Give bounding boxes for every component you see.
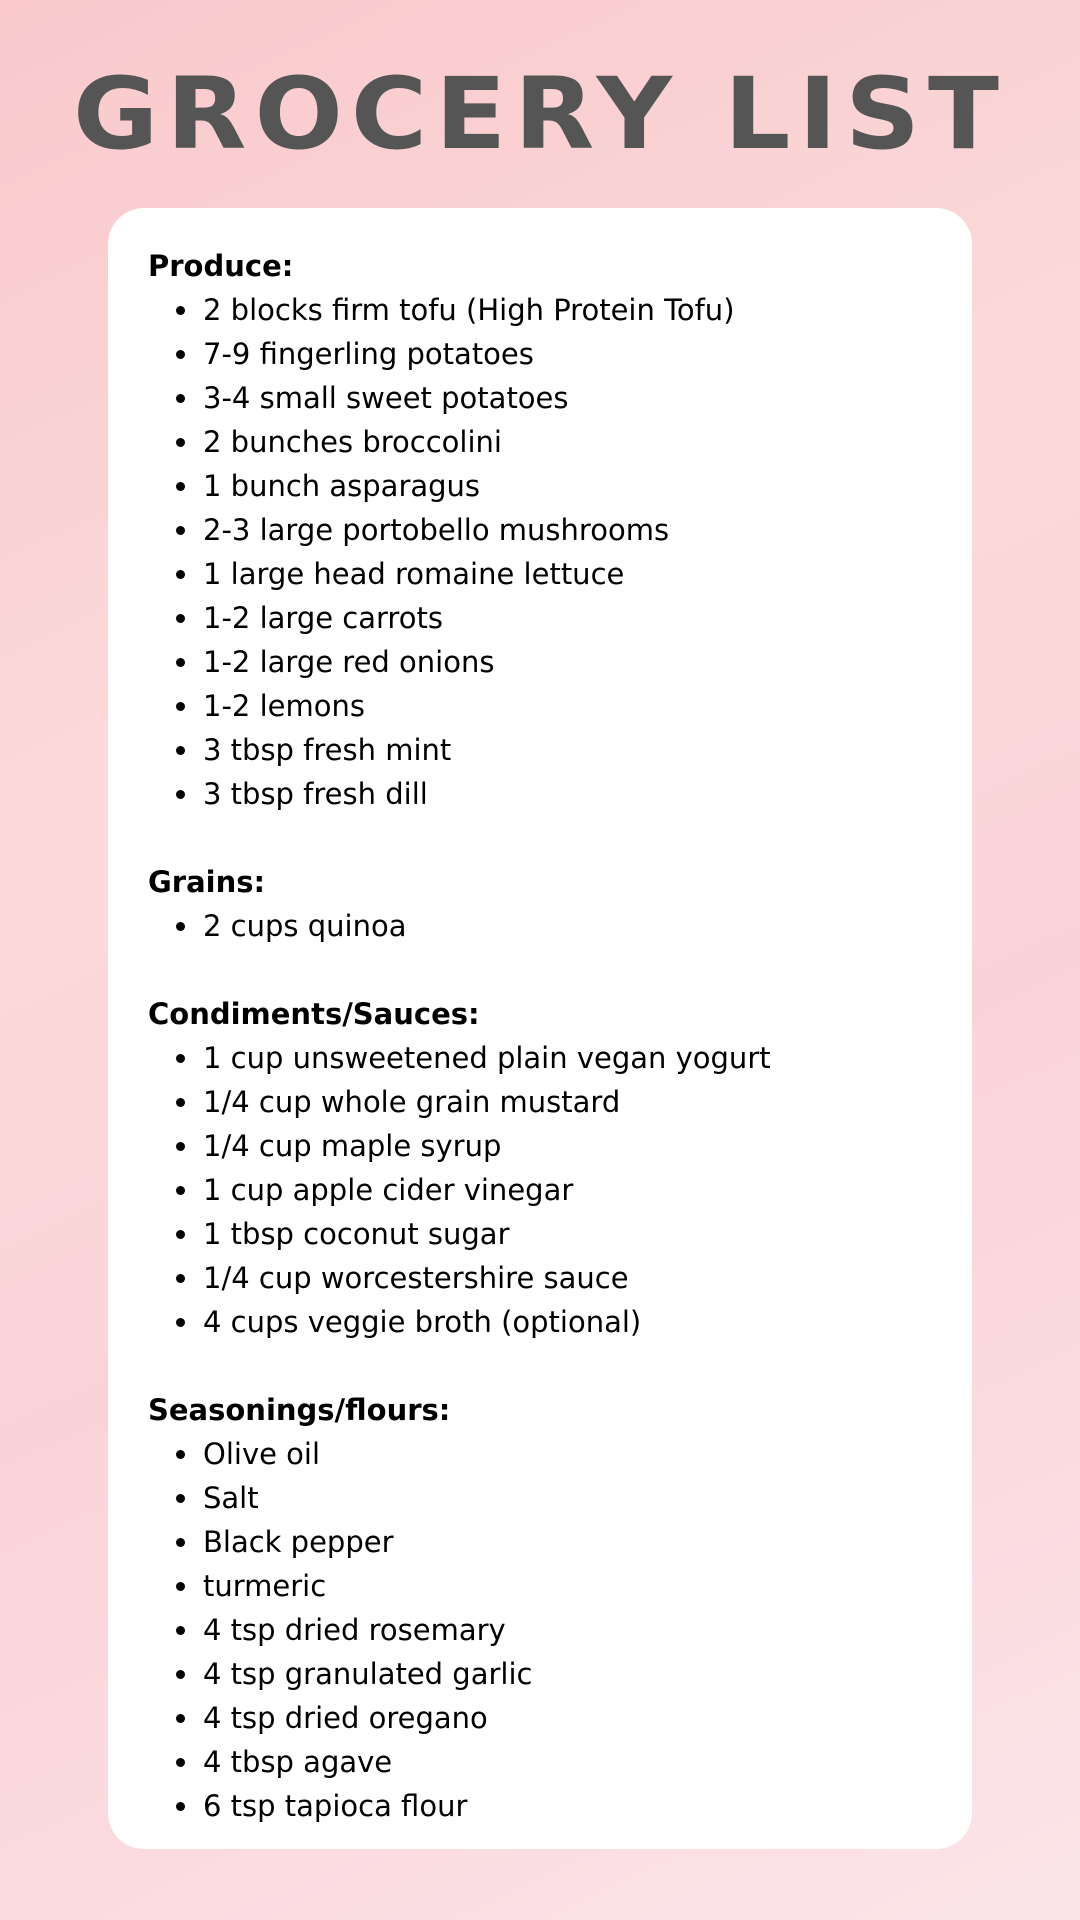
bullet-icon [176, 438, 185, 447]
list-item [148, 1124, 932, 1168]
list-item [148, 1696, 932, 1740]
bullet-icon [176, 1186, 185, 1195]
list-item [148, 772, 932, 816]
bullet-icon [176, 1142, 185, 1151]
list-item [148, 1080, 932, 1124]
bullet-icon [176, 614, 185, 623]
list-item [148, 684, 932, 728]
list-item-text: 7-9 fingerling potatoes [203, 337, 534, 371]
bullet-icon [176, 570, 185, 579]
list-item [148, 1168, 932, 1212]
list-item-text: 2 bunches broccolini [203, 425, 502, 459]
list-item-text: Salt [203, 1481, 259, 1515]
list-item-text: 4 tbsp agave [203, 1745, 393, 1779]
list-item-text: 4 tsp dried oregano [203, 1701, 488, 1735]
list-item-text: 2 blocks firm tofu (High Protein Tofu) [203, 293, 735, 327]
bullet-icon [176, 1494, 185, 1503]
bullet-icon [176, 1098, 185, 1107]
list-item [148, 1652, 932, 1696]
list-item-text: 4 tsp granulated garlic [203, 1657, 533, 1691]
list-item [148, 904, 932, 948]
bullet-icon [176, 702, 185, 711]
list-item-text: 1 bunch asparagus [203, 469, 481, 503]
bullet-icon [176, 394, 185, 403]
list-item [148, 1608, 932, 1652]
list-item [148, 1564, 932, 1608]
bullet-icon [176, 1450, 185, 1459]
bullet-icon [176, 1230, 185, 1239]
list-item-text: 6 tsp tapioca flour [203, 1789, 468, 1823]
sections-container [148, 244, 932, 1828]
list-item-text: 1 large head romaine lettuce [203, 557, 625, 591]
list-item [148, 596, 932, 640]
list-item [148, 1036, 932, 1080]
list-item [148, 420, 932, 464]
list-item-text: 1 tbsp coconut sugar [203, 1217, 510, 1251]
list-item-text: 1/4 cup maple syrup [203, 1129, 502, 1163]
bullet-icon [176, 482, 185, 491]
list-item-text: 1 cup apple cider vinegar [203, 1173, 574, 1207]
bullet-icon [176, 1626, 185, 1635]
item-list [148, 1432, 932, 1828]
list-item [148, 1740, 932, 1784]
list-item-text: turmeric [203, 1569, 327, 1603]
list-item-text: 4 tsp dried rosemary [203, 1613, 506, 1647]
bullet-icon [176, 1538, 185, 1547]
list-item [148, 332, 932, 376]
section-seasonings-flours [148, 1388, 932, 1828]
list-item [148, 1432, 932, 1476]
section-produce [148, 244, 932, 816]
bullet-icon [176, 526, 185, 535]
item-list [148, 1036, 932, 1344]
section-condiments-sauces [148, 992, 932, 1344]
bullet-icon [176, 1714, 185, 1723]
section-heading: Condiments/Sauces: [148, 997, 480, 1031]
list-item [148, 552, 932, 596]
list-item [148, 1476, 932, 1520]
bullet-icon [176, 1582, 185, 1591]
list-item-text: Black pepper [203, 1525, 394, 1559]
list-item [148, 1256, 932, 1300]
bullet-icon [176, 746, 185, 755]
item-list [148, 904, 932, 948]
bullet-icon [176, 1670, 185, 1679]
section-heading: Seasonings/flours: [148, 1393, 451, 1427]
section-grains [148, 860, 932, 948]
list-item [148, 1520, 932, 1564]
bullet-icon [176, 306, 185, 315]
page-title: GROCERY LIST [73, 56, 1007, 172]
bullet-icon [176, 1758, 185, 1767]
bullet-icon [176, 1802, 185, 1811]
bullet-icon [176, 350, 185, 359]
list-item-text: 1/4 cup worcestershire sauce [203, 1261, 629, 1295]
grocery-card [108, 208, 972, 1849]
section-heading: Grains: [148, 865, 266, 899]
list-item [148, 508, 932, 552]
list-item [148, 1784, 932, 1828]
item-list [148, 288, 932, 816]
list-item-text: 2 cups quinoa [203, 909, 407, 943]
list-item-text: 3 tbsp fresh dill [203, 777, 428, 811]
list-item-text: 2-3 large portobello mushrooms [203, 513, 670, 547]
list-item [148, 376, 932, 420]
list-item-text: 3 tbsp fresh mint [203, 733, 452, 767]
list-item-text: 1/4 cup whole grain mustard [203, 1085, 621, 1119]
list-item [148, 728, 932, 772]
list-item-text: 1-2 large carrots [203, 601, 443, 635]
bullet-icon [176, 1274, 185, 1283]
list-item-text: Olive oil [203, 1437, 321, 1471]
bullet-icon [176, 1054, 185, 1063]
list-item [148, 640, 932, 684]
list-item-text: 1-2 large red onions [203, 645, 495, 679]
list-item-text: 1-2 lemons [203, 689, 365, 723]
bullet-icon [176, 1318, 185, 1327]
bullet-icon [176, 922, 185, 931]
bullet-icon [176, 658, 185, 667]
list-item [148, 464, 932, 508]
list-item-text: 3-4 small sweet potatoes [203, 381, 569, 415]
section-heading: Produce: [148, 249, 294, 283]
bullet-icon [176, 790, 185, 799]
list-item [148, 1300, 932, 1344]
list-item-text: 1 cup unsweetened plain vegan yogurt [203, 1041, 771, 1075]
list-item [148, 288, 932, 332]
list-item-text: 4 cups veggie broth (optional) [203, 1305, 642, 1339]
list-item [148, 1212, 932, 1256]
